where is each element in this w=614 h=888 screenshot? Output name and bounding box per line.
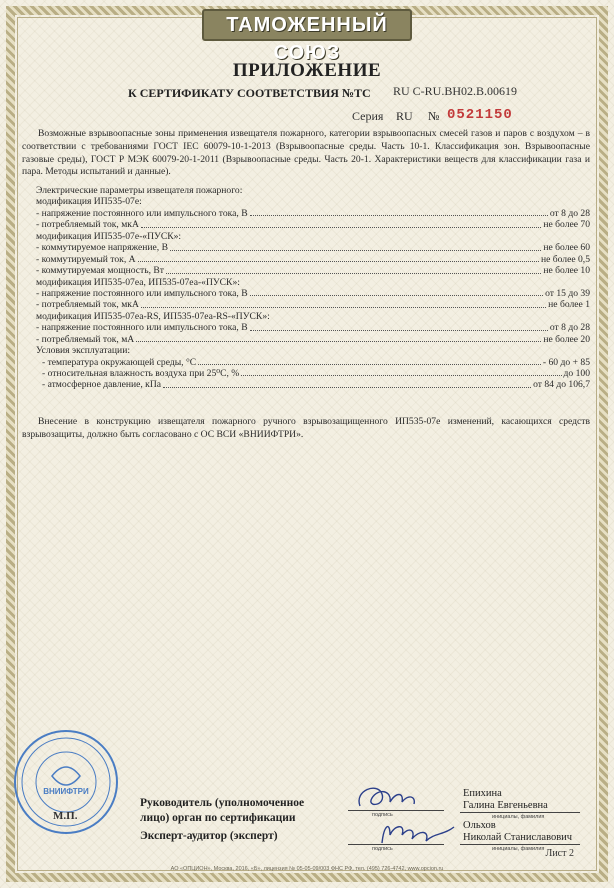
signature-caption: подпись (372, 846, 393, 852)
head-surname: Епихина (463, 788, 502, 799)
closing-paragraph: Внесение в конструкцию извещателя пожарного ручного взрывозащищенного ИП535-07е изменений, касающихся средств взрывозащиты, должно быть согласовано с ОС ВСИ «ВНИИФТРИ». (22, 416, 590, 440)
param-row: - потребляемый ток, мкА не более 1 (36, 299, 590, 311)
initials-caption: инициалы, фамилия (492, 846, 545, 852)
param-row: - напряжение постоянного или импульсного тока, В от 8 до 28 (36, 322, 590, 334)
head-name-line (460, 812, 580, 813)
modification-heading: модификация ИП535-07еа-RS, ИП535-07еа-RS-«ПУСК»: (36, 310, 270, 322)
modification-heading: модификация ИП535-07еа, ИП535-07еа-«ПУСК»: (36, 276, 240, 288)
stamp-place-label: М.П. (53, 810, 78, 822)
param-row: - коммутируемый ток, А не более 0,5 (36, 253, 590, 265)
initials-caption: инициалы, фамилия (492, 814, 545, 820)
expert-name-line (460, 844, 580, 845)
stamp-text: ВНИИФТРИ (43, 787, 89, 796)
head-name: Галина Евгеньевна (463, 800, 548, 811)
certificate-label: К СЕРТИФИКАТУ СООТВЕТСТВИЯ №ТС (128, 86, 371, 100)
param-row: - напряжение постоянного или импульсного тока, В от 15 до 39 (36, 287, 590, 299)
condition-row: - температура окружающей среды, °С - 60 до + 85 (42, 356, 590, 368)
head-label: Руководитель (уполномоченное лицо) орган по сертификации (140, 797, 305, 824)
conditions-heading: Условия эксплуатации: (36, 345, 130, 357)
param-row: - потребляемый ток, мкА не более 70 (36, 219, 590, 231)
modification-heading: модификация ИП535-07е-«ПУСК»: (36, 230, 182, 242)
condition-row: - относительная влажность воздуха при 25⁰С, % до 100 (42, 368, 590, 379)
page-title: ПРИЛОЖЕНИЕ (232, 60, 382, 81)
head-sign-line (348, 810, 444, 811)
param-row: - потребляемый ток, мА не более 20 (36, 333, 590, 345)
parameters-heading: Электрические параметры извещателя пожарного: (36, 185, 243, 196)
expert-label: Эксперт-аудитор (эксперт) (140, 830, 278, 842)
param-row: - напряжение постоянного или импульсного тока, В от 8 до 28 (36, 207, 590, 219)
sheet-number: Лист 2 (545, 848, 574, 859)
printer-footer: АО «ОПЦИОН», Москва, 2016, «Б», лицензия № 05-05-09/003 ФНС РФ, тел. (495) 726-4742, www.opcion.ru (170, 866, 444, 872)
signature-caption: подпись (372, 812, 393, 818)
customs-union-banner: ТАМОЖЕННЫЙ СОЮЗ (202, 9, 412, 41)
certificate-number: RU C-RU.ВН02.В.00619 (393, 84, 518, 98)
parameters-list (36, 185, 590, 391)
param-row: - коммутируемая мощность, Вт не более 10 (36, 265, 590, 277)
serial-number: 0521150 (447, 107, 513, 123)
expert-sign-line (348, 844, 444, 845)
modification-heading: модификация ИП535-07е: (36, 196, 142, 208)
series-label: Серия (352, 109, 384, 123)
expert-surname: Ольхов (463, 820, 496, 831)
param-row: - коммутируемое напряжение, В не более 60 (36, 242, 590, 254)
intro-paragraph: Возможные взрывоопасные зоны применения извещателя пожарного, категории взрывоопасных смесей газов и паров с воздухом – в соответствии с требованиями ГОСТ IEC 60079-10-1-2013 (Взрывоопасные среды. Часть 10-1. Классификация зон. Взрывоопасные газовые среды), ГОСТ Р МЭК 60079-20-1-2011 (Взрывоопасные среды. Часть 20-1. Характеристики веществ для классификации газа и пара. Методы испытаний и данные). (22, 128, 590, 178)
condition-row: - атмосферное давление, кПа от 84 до 106,7 (42, 379, 590, 391)
expert-name: Николай Станиславович (463, 832, 573, 843)
series-value: RU (396, 109, 413, 123)
number-label: № (428, 109, 440, 123)
